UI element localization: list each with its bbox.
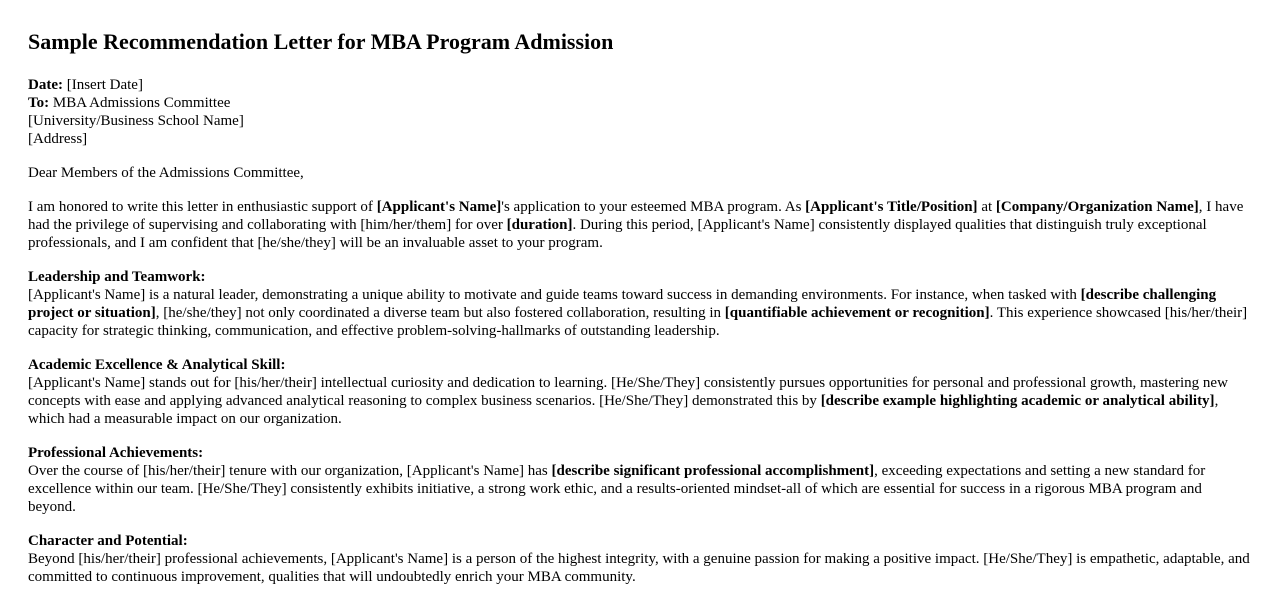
intro-text-4: , I have had the privilege of supervising and collaborating with [him/her/them] for over: [28, 199, 1244, 233]
intro-bold-company: [Company/Organization Name]: [995, 199, 1199, 215]
character-text-1: Beyond [his/her/their] professional achievements, [Applicant's Name] is a person of the highest integrity, with a genuine passion for making a positive impact. [He/She/They] is empathetic, adaptable, and committed to continuous improvement, qualities that will undoubtedly enrich your MBA community.: [28, 551, 1250, 585]
intro-bold-duration: [duration]: [506, 217, 573, 233]
section-leadership: [28, 268, 1250, 340]
letter-header: [28, 76, 1250, 148]
section-academic: [28, 356, 1250, 428]
to-value: MBA Admissions Committee: [49, 95, 231, 111]
academic-text-1: [Applicant's Name] stands out for [his/her/their] intellectual curiosity and dedication to learning. [He/She/They] consistently pursues opportunities for personal and professional growth, mastering new concepts with ease and applying advanced analytical reasoning to complex business scenarios. [He/She/They] demonstrated this by: [28, 375, 1228, 409]
address-line: [Address]: [28, 131, 88, 147]
section-heading: Academic Excellence & Analytical Skill:: [28, 357, 286, 373]
date-label: Date:: [28, 77, 63, 93]
leadership-text-3: . This experience showcased [his/her/their] capacity for strategic thinking, communication, and effective problem-solving-hallmarks of outstanding leadership.: [28, 305, 1248, 339]
intro-text-1: I am honored to write this letter in enthusiastic support of: [28, 199, 377, 215]
section-heading: Professional Achievements:: [28, 445, 204, 461]
intro-text-2: 's application to your esteemed MBA program. As: [501, 199, 806, 215]
leadership-bold-1: [describe challenging project or situation]: [28, 287, 1217, 321]
to-line: [28, 94, 1250, 112]
leadership-text-2: , [he/she/they] not only coordinated a diverse team but also fostered collaboration, resulting in: [155, 305, 725, 321]
page-title: Sample Recommendation Letter for MBA Program Admission: [28, 29, 614, 54]
professional-bold-1: [describe significant professional accomplishment]: [551, 463, 875, 479]
academic-bold-1: [describe example highlighting academic or analytical ability]: [820, 393, 1215, 409]
intro-bold-title: [Applicant's Title/Position]: [805, 199, 978, 215]
section-heading: Character and Potential:: [28, 533, 188, 549]
date-line: [28, 76, 1250, 94]
intro-text-5: . During this period, [Applicant's Name] consistently displayed qualities that distinguish truly exceptional professionals, and I am confident that [he/she/they] will be an invaluable asset to your program.: [28, 217, 1207, 251]
date-value: [Insert Date]: [62, 77, 143, 93]
section-professional: [28, 444, 1250, 516]
intro-bold-applicant: [Applicant's Name]: [376, 199, 502, 215]
academic-text-2: , which had a measurable impact on our organization.: [28, 393, 1219, 427]
section-character: [28, 532, 1250, 586]
to-label: To:: [28, 95, 50, 111]
school-line: [University/Business School Name]: [28, 113, 244, 129]
intro-text-3: at: [977, 199, 996, 215]
salutation: Dear Members of the Admissions Committee,: [28, 165, 304, 181]
leadership-bold-2: [quantifiable achievement or recognition]: [724, 305, 990, 321]
leadership-text-1: [Applicant's Name] is a natural leader, demonstrating a unique ability to motivate and guide teams toward success in demanding environments. For instance, when tasked with: [28, 287, 1081, 303]
section-heading: Leadership and Teamwork:: [28, 269, 206, 285]
professional-text-1: Over the course of [his/her/their] tenure with our organization, [Applicant's Name] has: [28, 463, 552, 479]
intro-paragraph: [28, 198, 1250, 252]
professional-text-2: , exceeding expectations and setting a new standard for excellence within our team. [He/She/They] consistently exhibits initiative, a strong work ethic, and a results-oriented mindset-all of which are essential for success in a rigorous MBA program and beyond.: [28, 463, 1206, 515]
